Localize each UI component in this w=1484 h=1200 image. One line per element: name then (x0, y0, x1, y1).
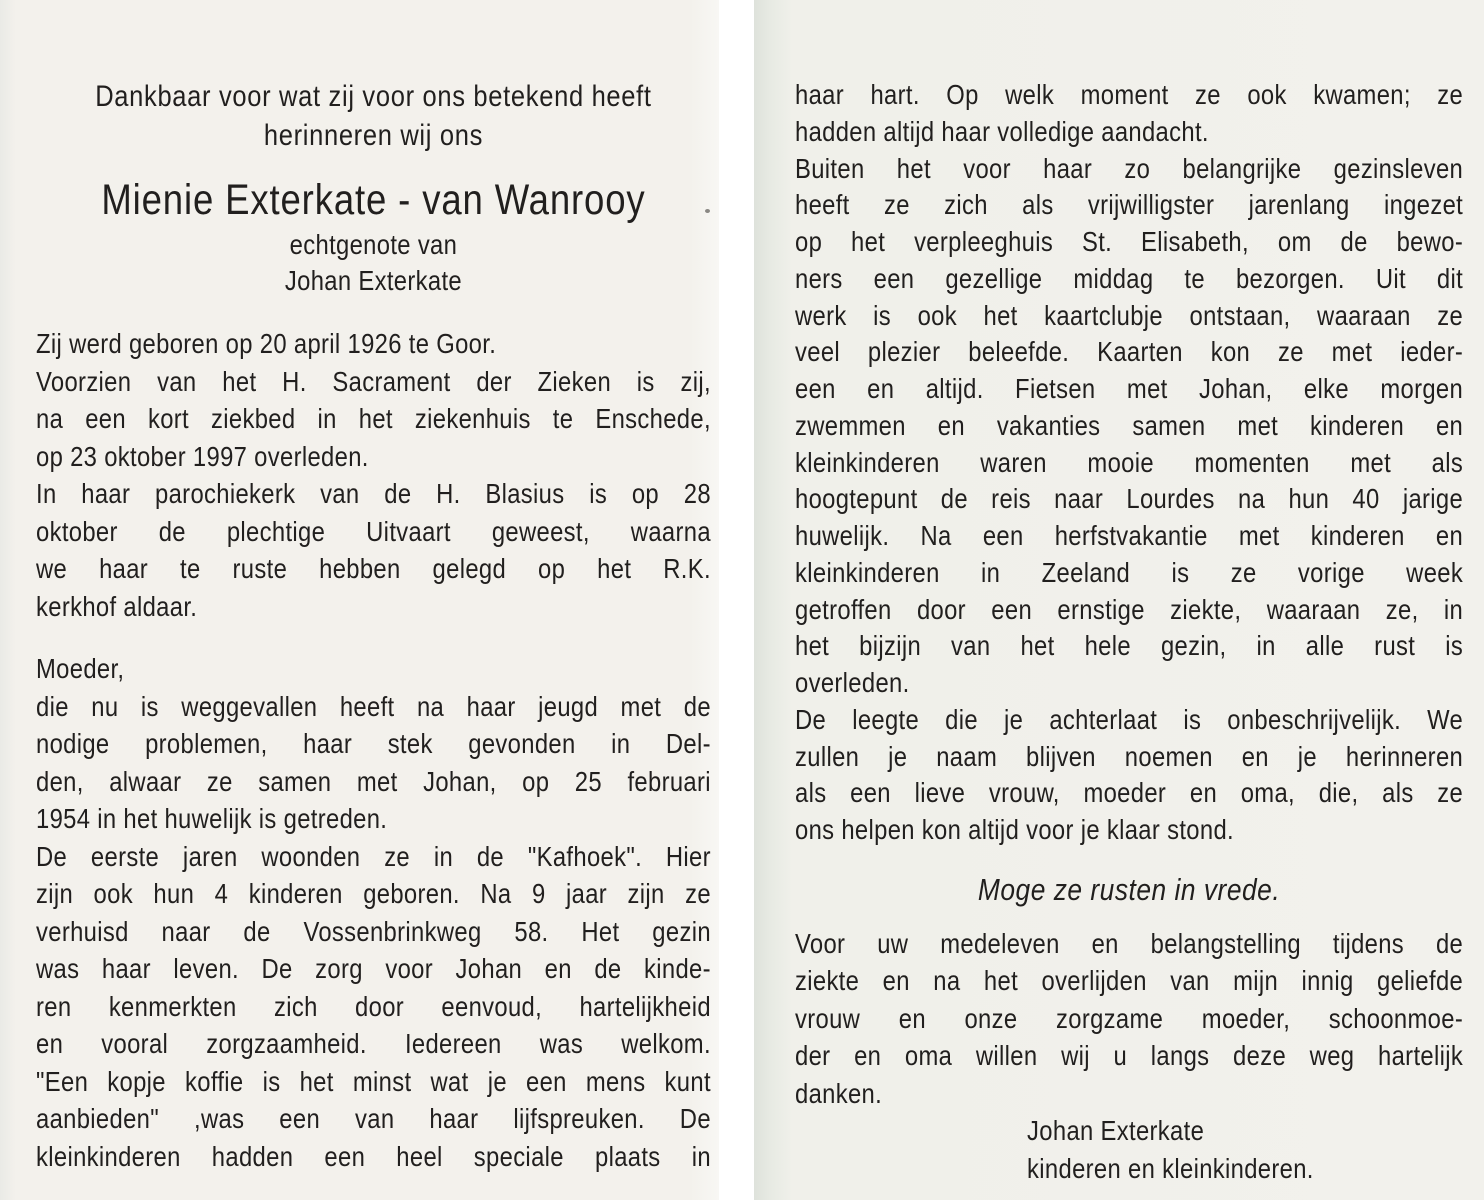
text-line: werk is ook het kaartclubje ontstaan, waaraan ze (795, 299, 1464, 331)
text-line: Buiten het voor haar zo belangrijke gezinsleven (795, 152, 1464, 184)
text-line: Moeder, (36, 653, 125, 684)
text-line: De leegte die je achterlaat is onbeschrijvelijk. We (795, 703, 1464, 735)
text-line: huwelijk. Na een herfstvakantie met kinderen en (795, 520, 1464, 551)
text-line: In haar parochiekerk van de H. Blasius is op 28 (36, 478, 711, 509)
memorial-card-right-page (754, 0, 1484, 1200)
text-line: heeft ze zich als vrijwilligster jarenlang ingezet (795, 189, 1464, 221)
text-line: getroffen door een ernstige ziekte, waaraan ze, in (795, 593, 1464, 625)
text-line: op 23 oktober 1997 overleden. (36, 440, 369, 472)
text-line: kleinkinderen waren mooie momenten met als (795, 446, 1464, 478)
text-line: hadden altijd haar volledige aandacht. (795, 115, 1209, 147)
text-line: ziekte en na het overlijden van mijn innig geliefde (795, 965, 1464, 997)
text-line: vrouw en onze zorgzame moeder, schoonmoe- (795, 1002, 1464, 1034)
text-line: zullen je naam blijven noemen en je herinneren (795, 740, 1464, 772)
text-line: overleden. (795, 667, 910, 698)
text-line: ren kenmerkten zich door eenvoud, hartelijkheid (36, 990, 711, 1022)
text-line: een en altijd. Fietsen met Johan, elke morgen (795, 373, 1464, 404)
text-line: Zij werd geboren op 20 april 1926 te Goor. (36, 328, 497, 359)
text-line: den, alwaar ze samen met Johan, op 25 februari (36, 765, 711, 797)
text-line: we haar te ruste hebben gelegd op het R.K. (36, 553, 711, 584)
acknowledgement-paragraph (795, 925, 1463, 1113)
prayer-line: Moge ze rusten in vrede. (977, 871, 1281, 907)
text-line: op het verpleeghuis St. Elisabeth, om de bewo- (795, 226, 1464, 257)
signature-block (795, 1112, 1463, 1187)
text-line: danken. (795, 1077, 883, 1109)
signature-line: kinderen en kleinkinderen. (1027, 1152, 1314, 1184)
text-line: ners een gezellige middag te bezorgen. Uit dit (795, 262, 1464, 294)
text-line: en vooral zorgzaamheid. Iedereen was welkom. (36, 1028, 711, 1059)
relation-line: echtgenote van (289, 229, 458, 260)
text-line: verhuisd naar de Vossenbrinkweg 58. Het gezin (36, 915, 711, 947)
memorial-card-left-page (0, 0, 719, 1200)
text-line: kerkhof aldaar. (36, 590, 198, 622)
text-line: haar hart. Op welk moment ze ook kwamen; ze (795, 79, 1464, 110)
text-line: het bijzijn van het hele gezin, in alle rust is (795, 630, 1464, 662)
text-line: 1954 in het huwelijk is getreden. (36, 803, 388, 834)
text-line: Voorzien van het H. Sacrament der Zieken is zij, (36, 365, 711, 397)
mother-paragraph (36, 650, 711, 1175)
text-line: der en oma willen wij u langs deze weg hartelijk (795, 1040, 1464, 1072)
dedication (36, 77, 711, 155)
text-line: aanbieden" ,was een van haar lijfspreuken. De (36, 1103, 711, 1134)
text-line: Voor uw medeleven en belangstelling tijdens de (795, 927, 1464, 959)
deceased-name: Mienie Exterkate - van Wanrooy (101, 176, 646, 224)
text-line: nodige problemen, haar stek gevonden in Del- (36, 728, 711, 759)
text-line: ons helpen kon altijd voor je klaar stond. (795, 814, 1234, 845)
dedication-line: herinneren wij ons (263, 119, 484, 152)
text-line: veel plezier beleefde. Kaarten kon ze met ieder- (795, 336, 1464, 368)
relation-block (36, 227, 711, 299)
text-line: hoogtepunt de reis naar Lourdes na hun 40 jarige (795, 483, 1464, 515)
text-line: zijn ook hun 4 kinderen geboren. Na 9 jaar zijn ze (36, 878, 711, 909)
text-line: "Een kopje koffie is het minst wat je een mens kunt (36, 1065, 711, 1097)
birth-death-paragraph (36, 325, 711, 625)
text-line: na een kort ziekbed in het ziekenhuis te Enschede, (36, 403, 711, 434)
text-line: oktober de plechtige Uitvaart geweest, waarna (36, 515, 711, 547)
text-line: kleinkinderen in Zeeland is ze vorige week (795, 556, 1464, 588)
text-line: was haar leven. De zorg voor Johan en de kinde- (36, 953, 711, 984)
text-line: kleinkinderen hadden een heel speciale plaats in (36, 1140, 711, 1172)
text-line: zwemmen en vakanties samen met kinderen en (795, 409, 1464, 441)
text-line: als een lieve vrouw, moeder en oma, die, als ze (795, 777, 1464, 809)
signature-line: Johan Exterkate (1027, 1115, 1205, 1147)
text-line: De eerste jaren woonden ze in de "Kafhoek". Hier (36, 840, 711, 872)
relation-line: Johan Exterkate (284, 265, 462, 296)
dedication-line: Dankbaar voor wat zij voor ons betekend heeft (95, 80, 652, 113)
text-line: die nu is weggevallen heeft na haar jeugd met de (36, 690, 711, 722)
life-story-paragraph (795, 77, 1463, 849)
